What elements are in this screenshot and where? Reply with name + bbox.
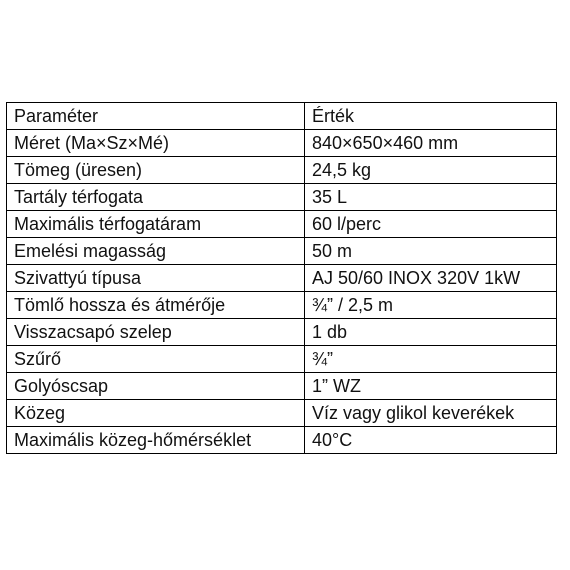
header-parameter: Paraméter: [7, 103, 305, 130]
parameter-cell: Tömeg (üresen): [7, 157, 305, 184]
parameter-cell: Emelési magasság: [7, 238, 305, 265]
table-row: [7, 211, 557, 238]
table-row: [7, 130, 557, 157]
value-cell: ¾” / 2,5 m: [305, 292, 557, 319]
value-cell: 35 L: [305, 184, 557, 211]
parameter-cell: Golyóscsap: [7, 373, 305, 400]
table-row: [7, 184, 557, 211]
header-value: Érték: [305, 103, 557, 130]
table-row: [7, 346, 557, 373]
parameter-cell: Méret (Ma×Sz×Mé): [7, 130, 305, 157]
parameter-cell: Visszacsapó szelep: [7, 319, 305, 346]
value-cell: 840×650×460 mm: [305, 130, 557, 157]
value-cell: ¾”: [305, 346, 557, 373]
parameter-cell: Szivattyú típusa: [7, 265, 305, 292]
spec-table-body: [7, 103, 557, 454]
parameter-cell: Közeg: [7, 400, 305, 427]
table-row: [7, 400, 557, 427]
value-cell: 50 m: [305, 238, 557, 265]
value-cell: 1 db: [305, 319, 557, 346]
value-cell: AJ 50/60 INOX 320V 1kW: [305, 265, 557, 292]
table-row: [7, 265, 557, 292]
parameter-cell: Maximális közeg-hőmérséklet: [7, 427, 305, 454]
value-cell: 60 l/perc: [305, 211, 557, 238]
table-row: [7, 238, 557, 265]
value-cell: 24,5 kg: [305, 157, 557, 184]
table-row: [7, 427, 557, 454]
table-row: [7, 157, 557, 184]
value-cell: 1” WZ: [305, 373, 557, 400]
parameter-cell: Tartály térfogata: [7, 184, 305, 211]
parameter-cell: Szűrő: [7, 346, 305, 373]
value-cell: Víz vagy glikol keverékek: [305, 400, 557, 427]
parameter-cell: Tömlő hossza és átmérője: [7, 292, 305, 319]
value-cell: 40°C: [305, 427, 557, 454]
table-row: [7, 319, 557, 346]
table-header-row: [7, 103, 557, 130]
table-row: [7, 292, 557, 319]
table-row: [7, 373, 557, 400]
parameter-cell: Maximális térfogatáram: [7, 211, 305, 238]
spec-table: [6, 102, 557, 454]
